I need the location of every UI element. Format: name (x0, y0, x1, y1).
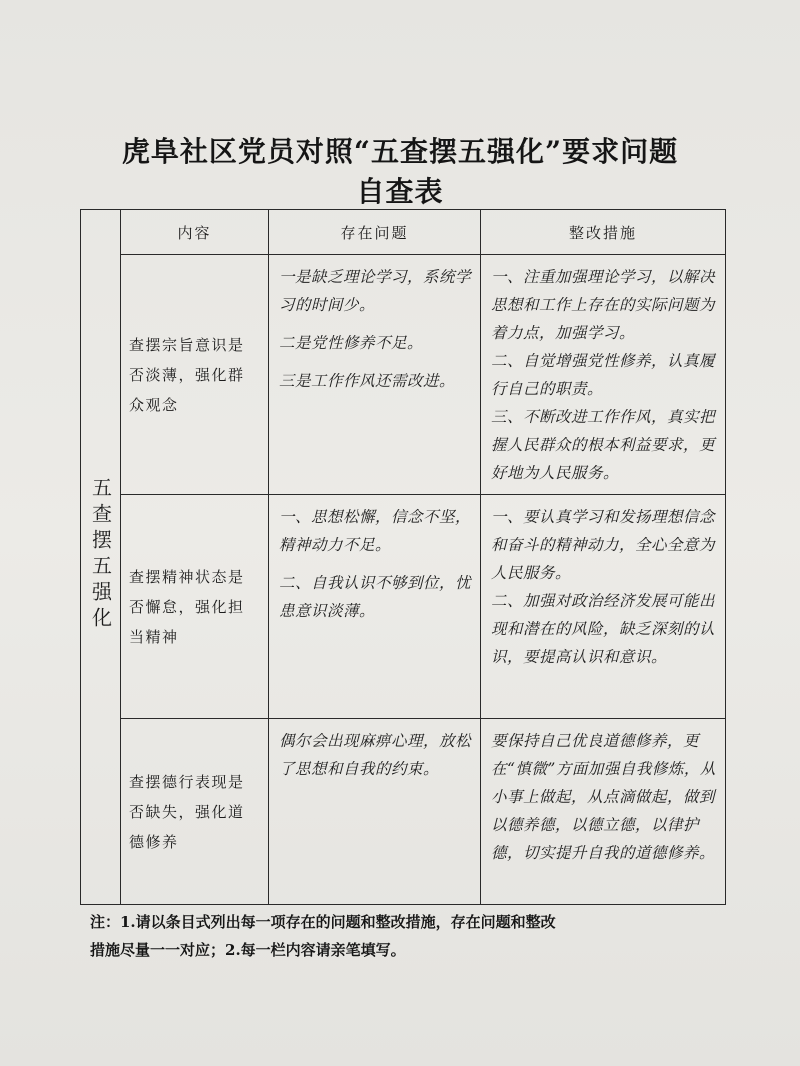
measure-entry: 一、要认真学习和发扬理想信念和奋斗的精神动力，全心全意为人民服务。 (491, 508, 716, 582)
table-row (81, 719, 726, 905)
row-measures (481, 719, 726, 905)
row-problems (269, 719, 481, 905)
measure-entry: 三、不断改进工作作风，真实把握人民群众的根本利益要求，更好地为人民服务。 (491, 408, 716, 482)
footnote-line1: 注：1.请以条目式列出每一项存在的问题和整改措施，存在问题和整改 (90, 913, 556, 931)
measure-entry: 二、加强对政治经济发展可能出现和潜在的风险，缺乏深刻的认识，要提高认识和意识。 (491, 592, 716, 666)
measure-entry: 要保持自己优良道德修养，更在“慎微”方面加强自我修炼，从小事上做起，从点滴做起，做到以德养德，以德立德，以律护德，切实提升自我的道德修养。 (491, 732, 716, 862)
problem-entry: 一是缺乏理论学习，系统学习的时间少。 (279, 268, 472, 314)
table-header-row (81, 210, 726, 255)
footnote-line2: 措施尽量一一对应；2.每一栏内容请亲笔填写。 (90, 941, 406, 959)
document-title: 虎阜社区党员对照“五查摆五强化”要求问题 (121, 135, 679, 168)
table-row (81, 255, 726, 495)
problem-entry: 二是党性修养不足。 (279, 334, 424, 352)
measure-entry: 一、注重加强理论学习，以解决思想和工作上存在的实际问题为着力点，加强学习。 (491, 268, 716, 342)
row-problems (269, 495, 481, 719)
document-title-line2: 自查表 (356, 175, 444, 208)
row-item: 查摆宗旨意识是否淡薄，强化群众观念 (121, 255, 269, 495)
row-item: 查摆精神状态是否懈怠，强化担当精神 (121, 495, 269, 719)
problem-entry: 三是工作作风还需改进。 (279, 372, 456, 390)
column-header-content: 内容 (121, 210, 269, 255)
row-measures (481, 255, 726, 495)
row-measures (481, 495, 726, 719)
measure-entry: 二、自觉增强党性修养，认真履行自己的职责。 (491, 352, 716, 398)
table-row (81, 495, 726, 719)
row-item: 查摆德行表现是否缺失，强化道德修养 (121, 719, 269, 905)
problem-entry: 一、思想松懈，信念不坚，精神动力不足。 (279, 508, 472, 554)
column-header-measures: 整改措施 (481, 210, 726, 255)
side-label: 五查摆五强化 (88, 477, 113, 633)
problem-entry: 二、自我认识不够到位，忧患意识淡薄。 (279, 574, 472, 620)
column-header-problems: 存在问题 (269, 210, 481, 255)
problem-entry: 偶尔会出现麻痹心理，放松了思想和自我的约束。 (279, 732, 472, 778)
footnote (90, 908, 740, 964)
side-label-cell (81, 210, 121, 905)
self-check-table (80, 209, 726, 905)
row-problems (269, 255, 481, 495)
